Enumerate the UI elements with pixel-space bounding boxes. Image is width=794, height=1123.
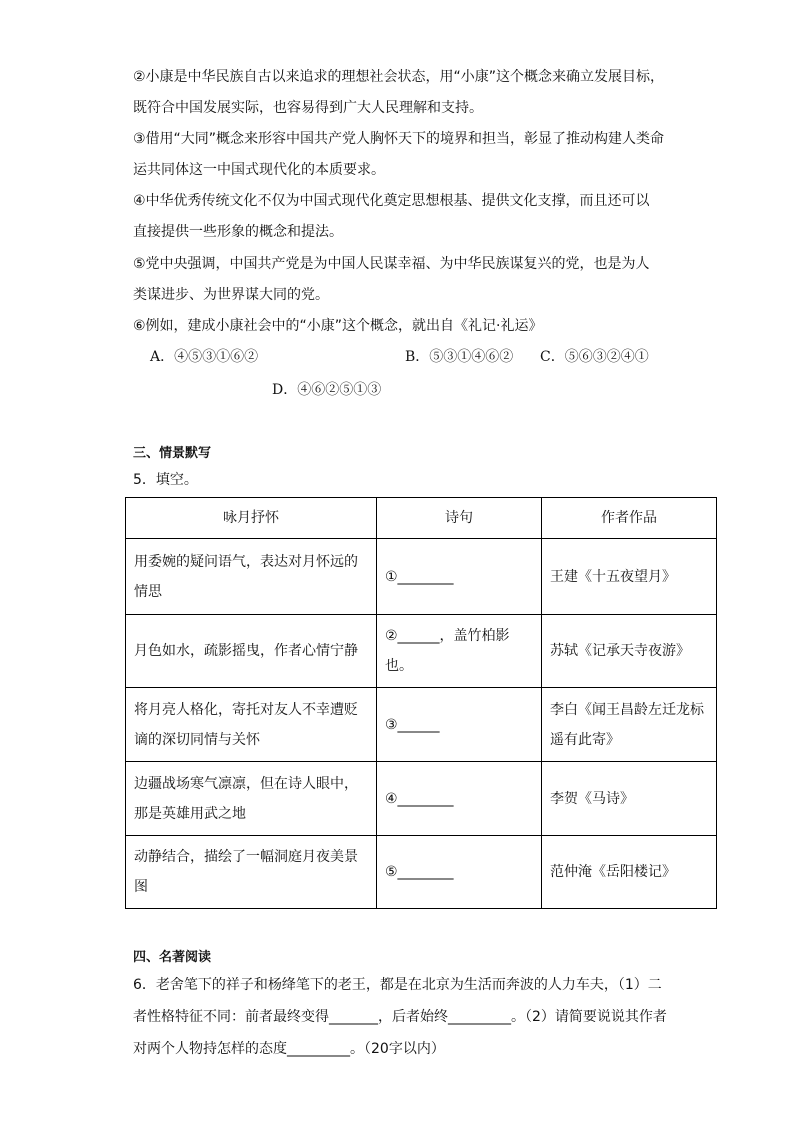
sentence-line: 运共同体这一中国式现代化的本质要求。 [133,162,385,178]
option-c[interactable]: C．⑤⑥③②④① [540,349,649,365]
column-header: 咏月抒怀 [126,498,377,539]
question-line: 对两个人物持怎样的态度_________。（20字以内） [133,1041,445,1057]
column-header: 作者作品 [542,498,717,539]
sentence-line: ③借用“大同”概念来形容中国共产党人胸怀天下的境界和担当，彰显了推动构建人类命 [133,131,665,147]
work-cell: 王建《十五夜望月》 [542,539,717,615]
question-text: 5．填空。 [133,472,198,488]
description-cell: 将月亮人格化，寄托对友人不幸遭贬谪的深切同情与关怀 [126,688,377,762]
work-cell: 李贺《马诗》 [542,762,717,836]
table-row [126,762,717,836]
option-b[interactable]: B．⑤③①④⑥② [405,349,514,365]
table-row [126,539,717,615]
table-header-row [126,498,717,539]
work-cell: 李白《闻王昌龄左迁龙标遥有此寄》 [542,688,717,762]
option-d[interactable]: D．④⑥②⑤①③ [272,382,382,398]
table-row [126,615,717,688]
question-line: 6．老舍笔下的祥子和杨绛笔下的老王，都是在北京为生活而奔波的人力车夫，（1）二 [133,977,662,993]
description-cell: 边疆战场寒气凛凛，但在诗人眼中，那是英雄用武之地 [126,762,377,836]
section-heading: 四、名著阅读 [133,950,212,965]
blank-cell[interactable]: ①________ [377,539,542,615]
blank-cell[interactable]: ④________ [377,762,542,836]
blank-cell[interactable]: ②______，盖竹柏影也。 [377,615,542,688]
column-header: 诗句 [377,498,542,539]
blank-cell[interactable]: ③______ [377,688,542,762]
blank-cell[interactable]: ⑤________ [377,836,542,909]
table-row [126,688,717,762]
fill-in-table [125,497,717,909]
work-cell: 苏轼《记承天寺夜游》 [542,615,717,688]
section-heading: 三、情景默写 [133,446,212,461]
sentence-line: 类谋进步、为世界谋大同的党。 [133,287,329,303]
sentence-line: ②小康是中华民族自古以来追求的理想社会状态，用“小康”这个概念来确立发展目标， [133,69,665,85]
sentence-line: ⑤党中央强调，中国共产党是为中国人民谋幸福、为中华民族谋复兴的党，也是为人 [133,256,650,272]
work-cell: 范仲淹《岳阳楼记》 [542,836,717,909]
table-row [126,836,717,909]
sentence-line: 既符合中国发展实际，也容易得到广大人民理解和支持。 [133,100,483,116]
sentence-line: ⑥例如，建成小康社会中的“小康”这个概念，就出自《礼记·礼运》 [133,318,543,334]
option-a[interactable]: A．④⑤③①⑥② [150,349,259,365]
sentence-line: 直接提供一些形象的概念和提法。 [133,224,343,240]
question-line: 者性格特征不同：前者最终变得_______，后者始终_________。（2）请简要说说其作者 [133,1009,667,1025]
description-cell: 动静结合，描绘了一幅洞庭月夜美景图 [126,836,377,909]
description-cell: 月色如水，疏影摇曳，作者心情宁静 [126,615,377,688]
sentence-line: ④中华优秀传统文化不仅为中国式现代化奠定思想根基、提供文化支撑，而且还可以 [133,193,650,209]
description-cell: 用委婉的疑问语气，表达对月怀远的情思 [126,539,377,615]
